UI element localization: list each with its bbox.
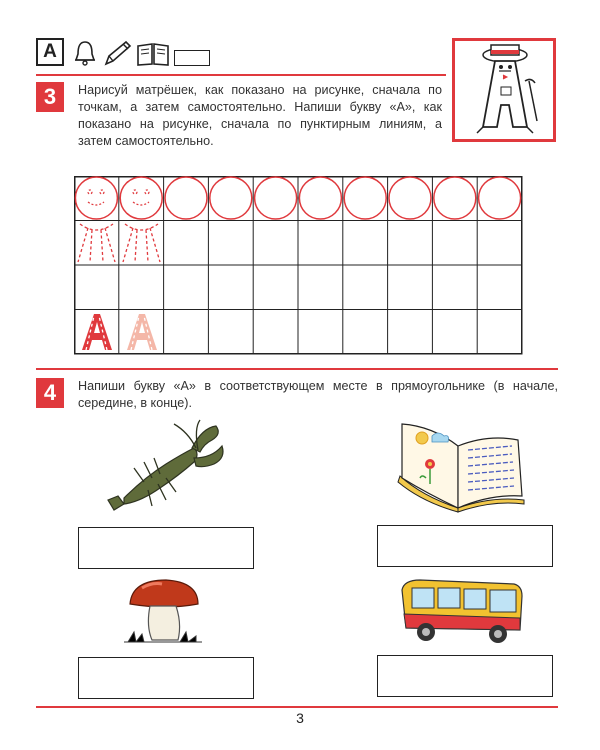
head-circle	[434, 177, 476, 219]
letter-a-character-illustration	[455, 41, 553, 139]
head-circle	[165, 177, 207, 219]
answer-box-book[interactable]	[377, 525, 553, 567]
footer-divider	[36, 706, 558, 708]
bus-image	[396, 574, 528, 646]
task-4-number: 4	[36, 378, 64, 408]
head-circle	[389, 177, 431, 219]
book-icon	[136, 38, 170, 68]
crayfish-image	[104, 418, 228, 514]
pencil-icon	[102, 38, 134, 68]
head-circle	[75, 177, 117, 219]
mushroom-image	[122, 576, 206, 646]
task-4-text: Напиши букву «А» в соответствующем месте в прямоугольнике (в начале, середине, в конце).	[78, 379, 558, 410]
head-circle	[210, 177, 252, 219]
letter-a-solid	[82, 314, 112, 350]
answer-box-crayfish[interactable]	[78, 527, 254, 569]
answer-box-bus[interactable]	[377, 655, 553, 697]
open-book-image	[392, 416, 532, 520]
head-circle	[479, 177, 521, 219]
task-3-text: Нарисуй матрёшек, как показано на рисунке, сначала по точкам, а затем самостоятельно. Напиши букву «А», как показано на рисунке, сначала по пунктирным линиям, а затем самостоятельно.	[78, 83, 442, 148]
header-letter: А	[43, 41, 57, 62]
writing-grid	[74, 176, 524, 356]
head-circle	[120, 177, 162, 219]
section-divider	[36, 368, 558, 370]
head-circle	[344, 177, 386, 219]
answer-box-mushroom[interactable]	[78, 657, 254, 699]
head-circle	[299, 177, 341, 219]
task-3-number: 3	[36, 82, 64, 112]
letter-character-frame	[452, 38, 556, 142]
bell-icon	[72, 38, 98, 68]
letter-a-dashed	[127, 314, 157, 350]
empty-rectangle	[174, 50, 210, 66]
section-divider	[36, 74, 446, 76]
head-circle	[255, 177, 297, 219]
letter-box	[36, 38, 64, 66]
page-number: 3	[296, 710, 304, 726]
